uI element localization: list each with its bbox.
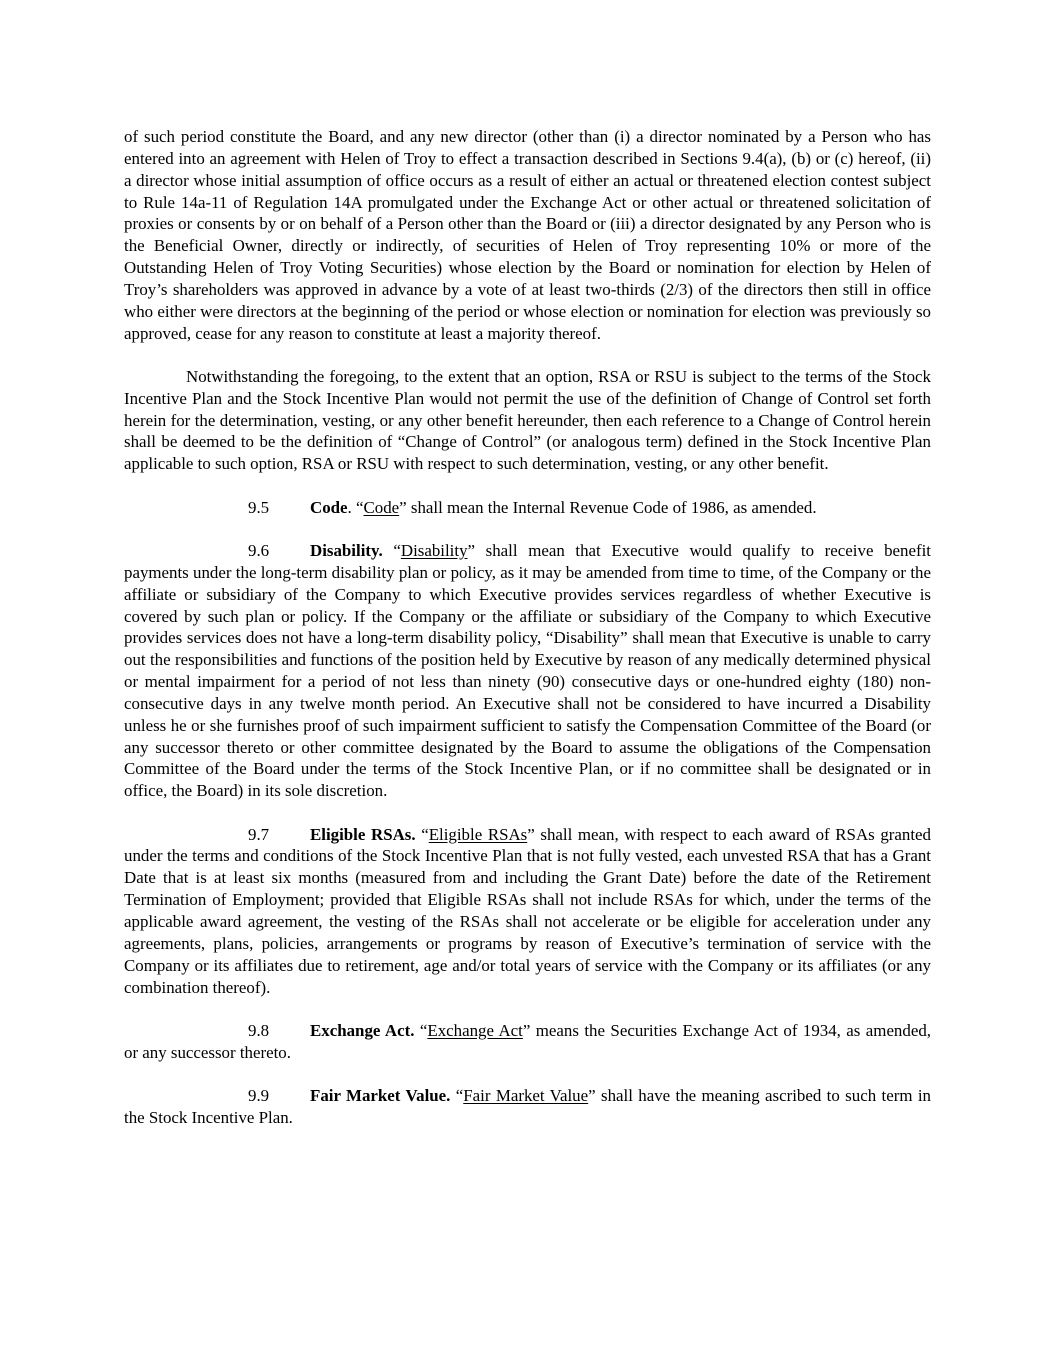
section-body: ” shall mean the Internal Revenue Code of 1986, as amended.	[399, 497, 817, 517]
section-body: ” shall mean, with respect to each award of RSAs granted under the terms and conditions of the Stock Incentive Plan that is not fully vested, each unvested RSA that has a Grant Date that is at least six months (measured from and including the Grant Date) before the date of the Retirement Termination of Employment; provided that Eligible RSAs shall not include RSAs for which, under the terms of the applicable award agreement, the vesting of the RSAs shall not accelerate or be eligible for acceleration under any agreements, plans, policies, arrangements or programs by reason of Executive’s termination of service with the Company or its affiliates due to retirement, age and/or total years of service with the Company or its affiliates (or any combination thereof).	[124, 824, 931, 997]
section-title: Fair Market Value.	[310, 1086, 451, 1106]
defined-term: Fair Market Value	[463, 1086, 589, 1106]
section-separator: “	[450, 1086, 464, 1106]
defined-term: Exchange Act	[427, 1020, 523, 1040]
section-number: 9.5	[248, 497, 270, 517]
defined-term: Eligible RSAs	[428, 824, 528, 844]
defined-term: Disability	[400, 541, 468, 560]
section-9-6-disability	[124, 540, 931, 802]
change-of-control-continuation-paragraph: of such period constitute the Board, and any new director (other than (i) a director nominated by a Person who has entered into an agreement with Helen of Troy to effect a transaction described in Sections 9.4(a), (b) or (c) hereof, (ii) a director whose initial assumption of office occurs as a result of either an actual or threatened election contest subject to Rule 14a-11 of Regulation 14A promulgated under the Exchange Act or other actual or threatened solicitation of proxies or consents by or on behalf of a Person other than the Board or (iii) a director designated by any Person who is the Beneficial Owner, directly or indirectly, of securities of Helen of Troy representing 10% or more of the Outstanding Helen of Troy Voting Securities) whose election by the Board or nomination for election by Helen of Troy’s shareholders was approved in advance by a vote of at least two-thirds (2/3) of the directors then still in office who either were directors at the beginning of the period or whose election or nomination for election was previously so approved, cease for any reason to constitute at least a majority thereof.	[124, 127, 931, 343]
section-body: ” shall mean that Executive would qualify to receive benefit payments under the long-term disability plan or policy, as it may be amended from time to time, of the Company or the affiliate or subsidiary of the Company to which Executive provides services regardless of whether Executive is covered by such plan or policy. If the Company or the affiliate or subsidiary of the Company to which Executive provides services does not have a long-term disability policy, “Disability” shall mean that Executive is unable to carry out the responsibilities and functions of the position held by Executive by reason of any medically determined physical or mental impairment for a period of not less than ninety (90) consecutive days or one-hundred eighty (180) non-consecutive days in any twelve month period. An Executive shall not be considered to have incurred a Disability unless he or she furnishes proof of such impairment sufficient to satisfy the Compensation Committee of the Board (or any successor thereto or other committee designated by the Board to assume the obligations of the Compensation Committee of the Board under the terms of the Stock Incentive Plan, or if no committee shall be designated or in office, the Board) in its sole discretion.	[124, 541, 931, 801]
section-body: ” shall have the meaning ascribed to such term in the Stock Incentive Plan.	[124, 1086, 931, 1127]
section-title: Code	[310, 497, 348, 517]
section-separator: “	[415, 824, 429, 844]
section-number: 9.6	[248, 541, 270, 560]
defined-term: Code	[363, 497, 400, 517]
section-number: 9.9	[248, 1086, 270, 1106]
section-9-5-code	[124, 497, 931, 519]
section-separator: “	[382, 541, 401, 560]
section-number: 9.8	[248, 1020, 270, 1040]
section-separator: . “	[347, 497, 364, 517]
notwithstanding-paragraph: Notwithstanding the foregoing, to the extent that an option, RSA or RSU is subject to the terms of the Stock Incentive Plan and the Stock Incentive Plan would not permit the use of the definition of Change of Control set forth herein for the determination, vesting, or any other benefit hereunder, then each reference to a Change of Control herein shall be deemed to be the definition of “Change of Control” (or analogous term) defined in the Stock Incentive Plan applicable to such option, RSA or RSU with respect to such determination, vesting, or any other benefit.	[124, 366, 931, 474]
section-title: Exchange Act.	[310, 1020, 415, 1040]
section-separator: “	[414, 1020, 428, 1040]
section-number: 9.7	[248, 824, 270, 844]
section-title: Eligible RSAs.	[310, 824, 416, 844]
section-9-7-eligible-rsas	[124, 824, 931, 999]
section-body: ” means the Securities Exchange Act of 1934, as amended, or any successor thereto.	[124, 1020, 931, 1062]
section-9-9-fair-market-value	[124, 1085, 931, 1129]
section-9-8-exchange-act	[124, 1020, 931, 1064]
document-page	[124, 126, 931, 1129]
section-title: Disability.	[310, 541, 383, 560]
